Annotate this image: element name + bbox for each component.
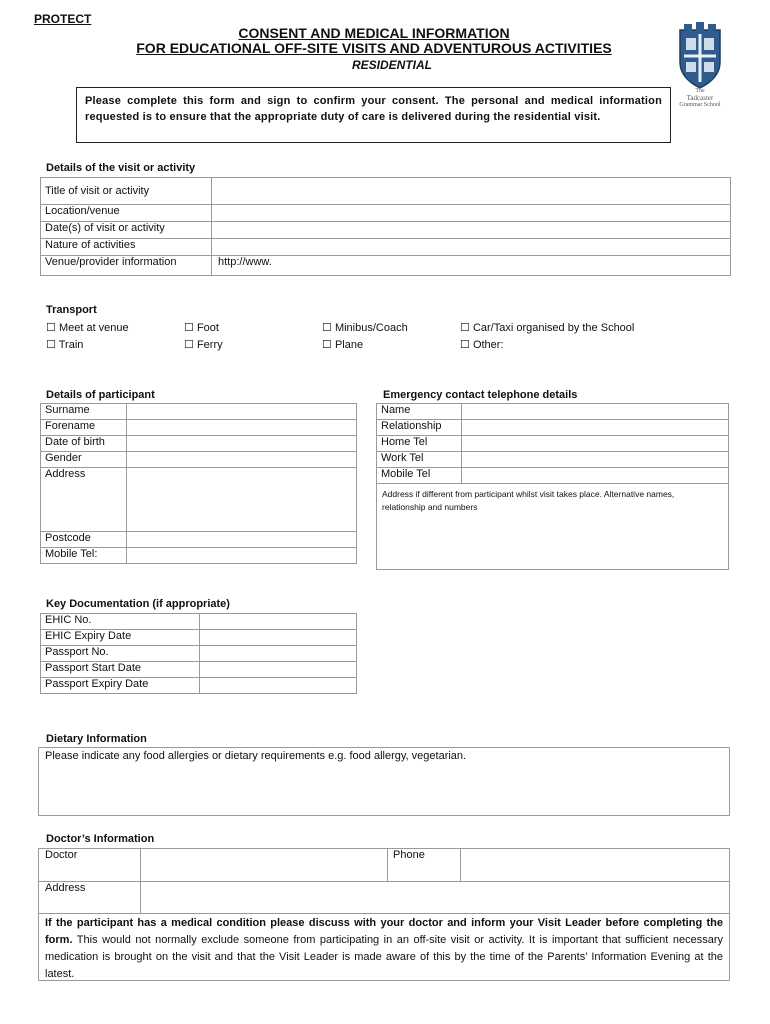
participant-row: [41, 548, 357, 564]
emergency-row: [377, 404, 729, 420]
transport-option-foot[interactable]: ☐ Foot: [184, 322, 219, 334]
documentation-row: [41, 662, 357, 678]
dietary-prompt: Please indicate any food allergies or dietary requirements e.g. food allergy, vegetarian.: [45, 750, 467, 762]
visit-label: Date(s) of visit or activity: [41, 222, 212, 239]
form-title: CONSENT AND MEDICAL INFORMATION: [238, 25, 510, 41]
participant-row: [41, 404, 357, 420]
transport-heading: Transport: [46, 304, 97, 316]
documentation-row: [41, 646, 357, 662]
participant-label: Address: [41, 468, 127, 532]
visit-row: [41, 222, 731, 239]
visit-row: [41, 205, 731, 222]
transport-option-minibus[interactable]: ☐ Minibus/Coach: [322, 322, 408, 334]
documentation-label: Passport Start Date: [41, 662, 200, 678]
documentation-label: EHIC No.: [41, 614, 200, 630]
doctor-row: [39, 882, 730, 914]
checkbox-icon[interactable]: ☐: [184, 339, 194, 351]
documentation-row: [41, 678, 357, 694]
transport-option-train[interactable]: ☐ Train: [46, 339, 84, 351]
intro-box: Please complete this form and sign to confirm your consent. The personal and medical information requested is to ensure that the appropriate duty of care is delivered during the residential visit.: [76, 87, 671, 143]
transport-option-ferry[interactable]: ☐ Ferry: [184, 339, 223, 351]
crest-caption: The Tadcaster Grammar School: [679, 88, 721, 108]
form-type: RESIDENTIAL: [351, 58, 432, 72]
visit-heading: Details of the visit or activity: [46, 162, 196, 174]
documentation-table: [40, 613, 357, 694]
documentation-label: Passport No.: [41, 646, 200, 662]
documentation-heading: Key Documentation (if appropriate): [46, 598, 230, 610]
emergency-field[interactable]: [462, 420, 729, 436]
documentation-field[interactable]: [200, 614, 357, 630]
visit-row: [41, 256, 731, 276]
emergency-label: Relationship: [377, 420, 462, 436]
emergency-field[interactable]: [462, 452, 729, 468]
checkbox-icon[interactable]: ☐: [46, 322, 56, 334]
emergency-row: [377, 452, 729, 468]
participant-row: [41, 452, 357, 468]
visit-value-field[interactable]: [212, 178, 731, 205]
transport-option-meet-at-venue[interactable]: ☐ Meet at venue: [46, 322, 129, 334]
visit-value-field[interactable]: http://www.: [212, 256, 731, 276]
documentation-label: Passport Expiry Date: [41, 678, 200, 694]
emergency-label: Name: [377, 404, 462, 420]
doctor-table: [38, 848, 730, 914]
documentation-field[interactable]: [200, 646, 357, 662]
participant-field[interactable]: [127, 452, 357, 468]
participant-heading: Details of participant: [46, 389, 155, 401]
participant-row: [41, 436, 357, 452]
participant-label: Surname: [41, 404, 127, 420]
documentation-field[interactable]: [200, 678, 357, 694]
checkbox-icon[interactable]: ☐: [184, 322, 194, 334]
participant-label: Postcode: [41, 532, 127, 548]
doctor-heading: Doctor’s Information: [46, 833, 155, 845]
participant-row: [41, 532, 357, 548]
participant-field[interactable]: [127, 420, 357, 436]
emergency-label: Home Tel: [377, 436, 462, 452]
participant-address-field[interactable]: [127, 468, 357, 532]
transport-option-plane[interactable]: ☐ Plane: [322, 339, 364, 351]
visit-table: [40, 177, 731, 276]
visit-value-field[interactable]: [212, 205, 731, 222]
visit-label: Nature of activities: [41, 239, 212, 256]
checkbox-icon[interactable]: ☐: [460, 322, 470, 334]
participant-label: Forename: [41, 420, 127, 436]
checkbox-icon[interactable]: ☐: [322, 339, 332, 351]
checkbox-icon[interactable]: ☐: [322, 322, 332, 334]
visit-label: Location/venue: [41, 205, 212, 222]
doctor-row: [39, 849, 730, 882]
emergency-field[interactable]: [462, 404, 729, 420]
documentation-row: [41, 630, 357, 646]
checkbox-icon[interactable]: ☐: [46, 339, 56, 351]
participant-field[interactable]: [127, 436, 357, 452]
phone-label: Phone: [388, 849, 461, 882]
school-crest-icon: [676, 22, 724, 92]
emergency-label: Work Tel: [377, 452, 462, 468]
emergency-field[interactable]: [462, 436, 729, 452]
participant-label: Date of birth: [41, 436, 127, 452]
participant-label: Gender: [41, 452, 127, 468]
visit-value-field[interactable]: [212, 239, 731, 256]
address-label: Address: [39, 882, 141, 914]
visit-row: [41, 239, 731, 256]
visit-label: Venue/provider information: [41, 256, 212, 276]
visit-value-field[interactable]: [212, 222, 731, 239]
visit-label: Title of visit or activity: [41, 178, 212, 205]
emergency-box: [376, 403, 729, 570]
doctor-label: Doctor: [39, 849, 141, 882]
emergency-label: Mobile Tel: [377, 468, 462, 484]
participant-label: Mobile Tel:: [41, 548, 127, 564]
participant-field[interactable]: [127, 548, 357, 564]
form-subtitle: FOR EDUCATIONAL OFF-SITE VISITS AND ADVENTUROUS ACTIVITIES: [136, 40, 612, 56]
emergency-note: Address if different from participant whilst visit takes place. Alternative names, relationship and numbers: [382, 489, 675, 512]
documentation-field[interactable]: [200, 630, 357, 646]
dietary-field[interactable]: [38, 747, 730, 816]
documentation-row: [41, 614, 357, 630]
transport-option-car-taxi[interactable]: ☐ Car/Taxi organised by the School: [460, 322, 635, 334]
emergency-row: [377, 468, 729, 484]
emergency-table: [376, 403, 729, 484]
participant-row: [41, 468, 357, 532]
participant-row: [41, 420, 357, 436]
checkbox-icon[interactable]: ☐: [460, 339, 470, 351]
participant-field[interactable]: [127, 404, 357, 420]
doctor-phone-field[interactable]: [461, 849, 730, 882]
visit-row: [41, 178, 731, 205]
dietary-heading: Dietary Information: [46, 733, 147, 745]
emergency-field[interactable]: [462, 468, 729, 484]
documentation-label: EHIC Expiry Date: [41, 630, 200, 646]
emergency-row: [377, 420, 729, 436]
participant-field[interactable]: [127, 532, 357, 548]
emergency-heading: Emergency contact telephone details: [383, 389, 578, 401]
medical-condition-notice: If the participant has a medical condition please discuss with your doctor and inform your Visit Leader before completing the form. This would not normally exclude someone from participating in an off-site visit or activity. It is important that sufficient necessary medication is brought on the visit and that the Visit Leader is made aware of this by the time of the Parents’ Information Evening at the latest.: [38, 913, 730, 981]
doctor-address-field[interactable]: [141, 882, 730, 914]
doctor-name-field[interactable]: [141, 849, 388, 882]
protect-marking: PROTECT: [34, 12, 92, 26]
transport-option-other[interactable]: ☐ Other:: [460, 339, 504, 351]
participant-table: [40, 403, 357, 564]
documentation-field[interactable]: [200, 662, 357, 678]
emergency-row: [377, 436, 729, 452]
